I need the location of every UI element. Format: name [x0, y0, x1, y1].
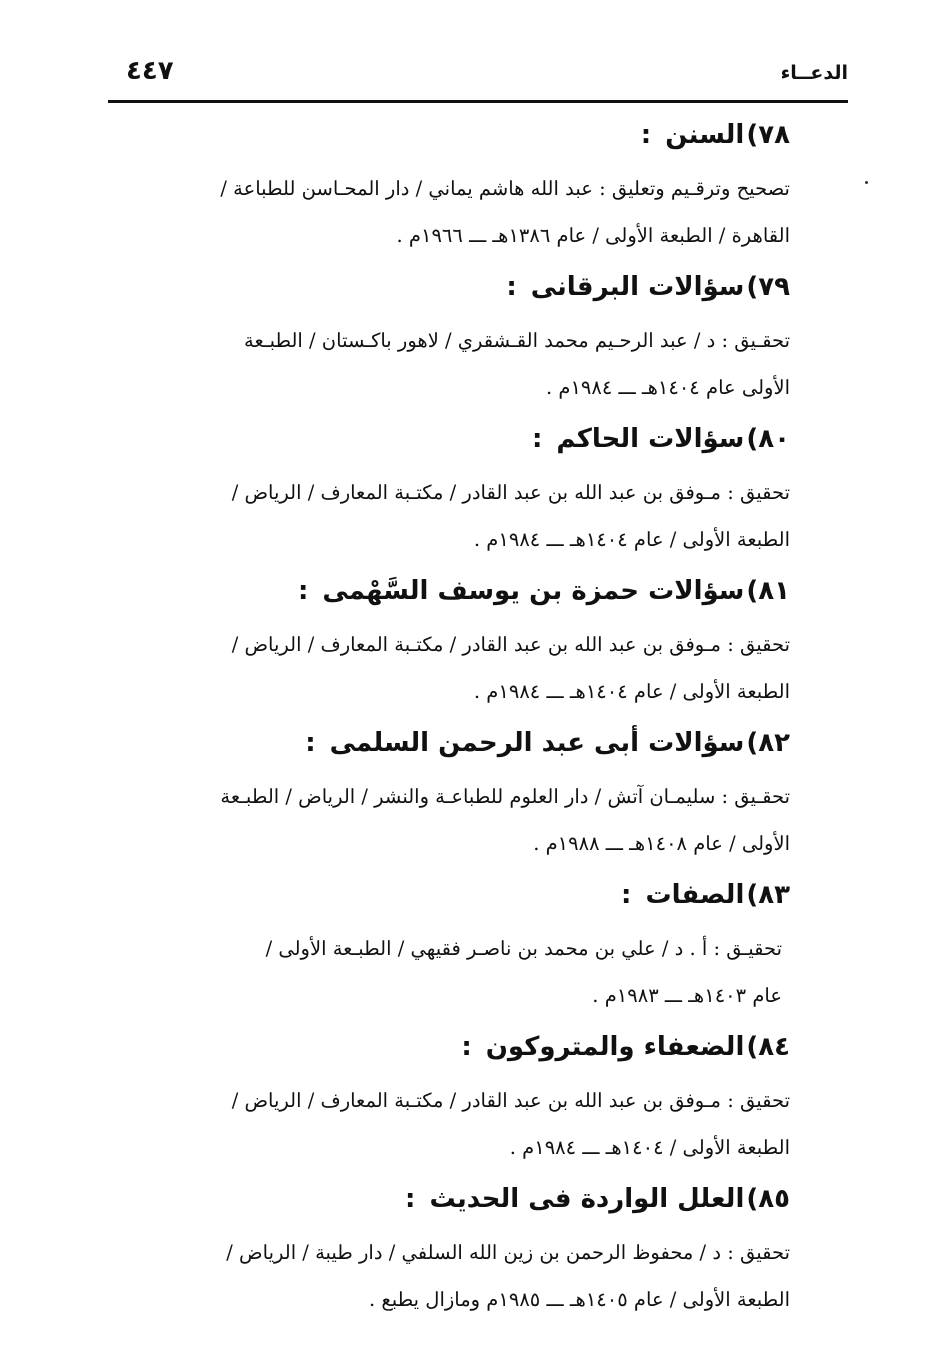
entry-body	[100, 469, 790, 563]
entry-line: الطبعة الأولى / ١٤٠٤هـ ـــ ١٩٨٤م .	[509, 1136, 790, 1159]
bibliography-entry	[100, 723, 790, 867]
entry-line: تحقـيق : سليمـان آتش / دار العلوم للطباعـة والنشر / الرياض / الطبـعة	[220, 785, 790, 808]
entry-line: الطبعة الأولى / عام ١٤٠٤هـ ـــ ١٩٨٤م .	[473, 680, 790, 703]
bibliography-entry	[100, 571, 790, 715]
entry-colon: :	[405, 1184, 416, 1214]
entry-number: ٨٤)	[746, 1032, 790, 1062]
entry-line: تحقيق : مـوفق بن عبد الله بن عبد القادر / مكتـبة المعارف / الرياض /	[231, 633, 790, 656]
entry-number: ٧٩)	[746, 272, 790, 302]
entry-title	[100, 875, 790, 915]
entry-title	[100, 571, 790, 611]
entry-body	[100, 925, 782, 1019]
bibliography-list	[100, 115, 790, 1331]
entry-title-text: سؤالات أبى عبد الرحمن السلمى	[329, 728, 745, 758]
entry-line: تحقيق : د / محفوظ الرحمن بن زين الله السلفي / دار طيبة / الرياض /	[226, 1241, 790, 1264]
entry-title	[100, 723, 790, 763]
entry-colon: :	[621, 880, 632, 910]
entry-title	[100, 267, 790, 307]
entry-body	[100, 317, 790, 411]
entry-line: القاهرة / الطبعة الأولى / عام ١٣٨٦هـ ـــ ١٩٦٦م .	[396, 224, 790, 247]
bibliography-entry	[100, 875, 790, 1019]
entry-title	[100, 1027, 790, 1067]
entry-line: تحقيـق : أ . د / علي بن محمد بن ناصـر فقيهي / الطبـعة الأولى /	[265, 937, 782, 960]
entry-body	[100, 1077, 790, 1171]
entry-title	[100, 1179, 790, 1219]
entry-title-text: الصفات	[645, 880, 745, 910]
entry-line: تصحيح وترقـيم وتعليق : عبد الله هاشم يماني / دار المحـاسن للطباعة /	[220, 177, 790, 200]
page-header	[108, 50, 848, 103]
entry-colon: :	[640, 120, 652, 150]
entry-colon: :	[506, 272, 517, 302]
entry-title-text: الضعفاء والمتروكون	[485, 1032, 745, 1062]
entry-colon: :	[305, 728, 316, 758]
bibliography-entry	[100, 267, 790, 411]
entry-colon: :	[531, 424, 543, 454]
entry-line: الطبعة الأولى / عام ١٤٠٥هـ ـــ ١٩٨٥م ومازال يطبع .	[369, 1288, 790, 1311]
bibliography-entry	[100, 1179, 790, 1323]
entry-title-text: العلل الواردة فى الحديث	[429, 1184, 745, 1214]
entry-number: ٧٨)	[746, 120, 790, 150]
entry-line: تحقيق : مـوفق بن عبد الله بن عبد القادر / مكتـبة المعارف / الرياض /	[231, 481, 790, 504]
entry-line: تحقـيق : د / عبد الرحـيم محمد القـشقري / لاهور باكـستان / الطبـعة	[244, 329, 790, 352]
entry-line: الطبعة الأولى / عام ١٤٠٤هـ ـــ ١٩٨٤م .	[473, 528, 790, 551]
entry-number: ٨٥)	[746, 1184, 790, 1214]
bibliography-entry	[100, 419, 790, 563]
entry-line: تحقيق : مـوفق بن عبد الله بن عبد القادر / مكتـبة المعارف / الرياض /	[231, 1089, 790, 1112]
entry-number: ٨٢)	[746, 728, 790, 758]
scan-speck	[865, 181, 868, 184]
entry-number: ٨٣)	[746, 880, 790, 910]
entry-title	[100, 419, 790, 459]
entry-body	[100, 621, 790, 715]
entry-title-text: سؤالات حمزة بن يوسف السَّهْمى	[322, 576, 745, 606]
entry-colon: :	[297, 576, 309, 606]
entry-title-text: سؤالات الحاكم	[556, 424, 745, 454]
bibliography-entry	[100, 115, 790, 259]
entry-body	[100, 165, 790, 259]
page-number: ٤٤٧	[126, 56, 174, 86]
entry-body	[100, 1229, 790, 1323]
entry-number: ٨١)	[746, 576, 790, 606]
entry-colon: :	[461, 1032, 472, 1062]
entry-title	[100, 115, 790, 155]
bibliography-entry	[100, 1027, 790, 1171]
running-title: الدعــاء	[780, 62, 848, 84]
entry-title-text: السنن	[665, 120, 745, 150]
entry-body	[100, 773, 790, 867]
entry-line: الأولى / عام ١٤٠٨هـ ـــ ١٩٨٨م .	[533, 832, 790, 855]
entry-number: ٨٠)	[746, 424, 790, 454]
entry-line: عام ١٤٠٣هـ ـــ ١٩٨٣م .	[592, 984, 782, 1007]
entry-line: الأولى عام ١٤٠٤هـ ـــ ١٩٨٤م .	[545, 376, 790, 399]
entry-title-text: سؤالات البرقانى	[530, 272, 745, 302]
